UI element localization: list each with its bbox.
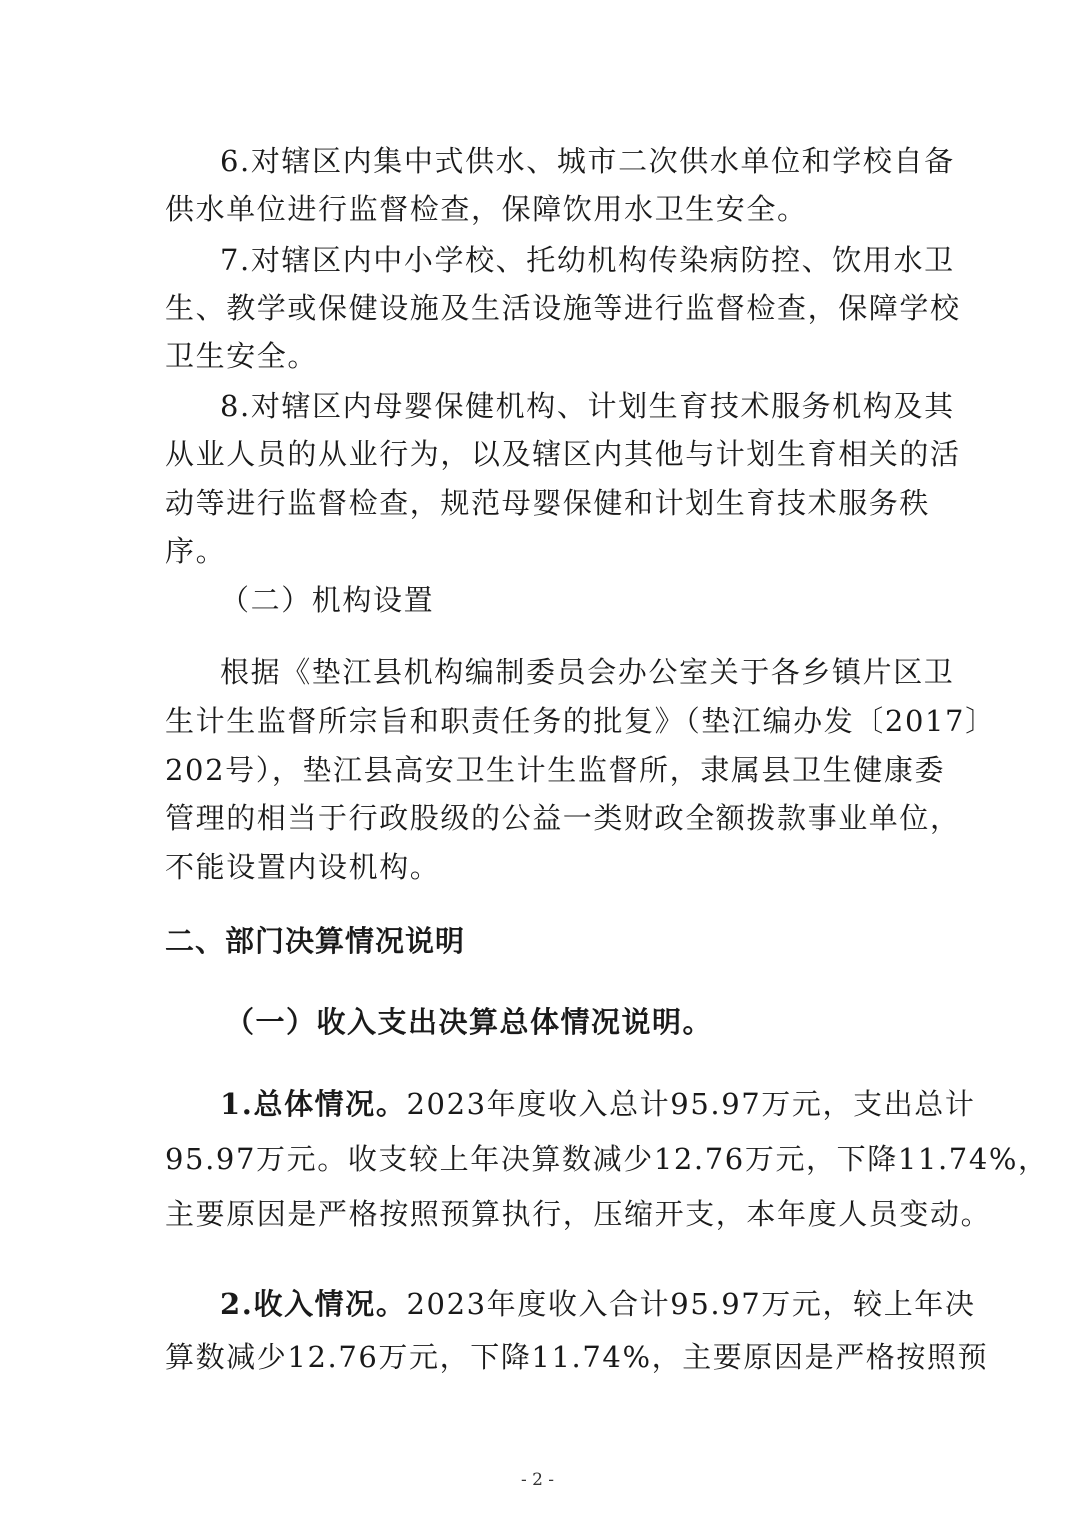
org-setup-line4: 管理的相当于行政股级的公益一类财政全额拨款事业单位， [165,801,961,835]
item7-line2: 生、教学或保健设施及生活设施等进行监督检查，保障学校 [165,291,961,325]
overall-line3: 主要原因是严格按照预算执行，压缩开支，本年度人员变动。 [165,1197,992,1231]
org-setup-line1: 根据《垫江县机构编制委员会办公室关于各乡镇片区卫 [220,655,955,689]
income-line1 [220,1280,976,1328]
overall-line1 [220,1080,976,1128]
item8-line2: 从业人员的从业行为，以及辖区内其他与计划生育相关的活 [165,437,961,471]
org-setup-line3: 202号），垫江县高安卫生计生监督所，隶属县卫生健康委 [165,753,946,787]
item8-line4: 序。 [165,534,227,568]
item8-line3: 动等进行监督检查，规范母婴保健和计划生育技术服务秩 [165,486,931,520]
overall-line1-text: 2023年度收入总计95.97万元，支出总计 [406,1087,976,1121]
item8-line1: 8.对辖区内母婴保健机构、计划生育技术服务机构及其 [220,389,955,423]
section-heading: 二、部门决算情况说明 [165,924,466,958]
income-lead: 2.收入情况。 [220,1287,407,1321]
org-setup-line2: 生计生监督所宗旨和职责任务的批复》（垫江编办发〔2017〕 [165,704,996,738]
item6-line2: 供水单位进行监督检查，保障饮用水卫生安全。 [165,192,808,226]
section-subheading: （一）收入支出决算总体情况说明。 [225,1005,714,1039]
income-line1-text: 2023年度收入合计95.97万元，较上年决 [406,1287,976,1321]
overall-lead: 1.总体情况。 [220,1087,407,1121]
overall-line2: 95.97万元。收支较上年决算数减少12.76万元，下降11.74%， [165,1142,1049,1176]
item7-line1: 7.对辖区内中小学校、托幼机构传染病防控、饮用水卫 [220,243,955,277]
org-setup-heading: （二）机构设置 [220,583,435,617]
item6-line1: 6.对辖区内集中式供水、城市二次供水单位和学校自备 [220,144,955,178]
income-line2: 算数减少12.76万元，下降11.74%，主要原因是严格按照预 [165,1340,989,1374]
org-setup-line5: 不能设置内设机构。 [165,850,441,884]
item7-line3: 卫生安全。 [165,339,319,373]
page-number: - 2 - [520,1470,555,1490]
